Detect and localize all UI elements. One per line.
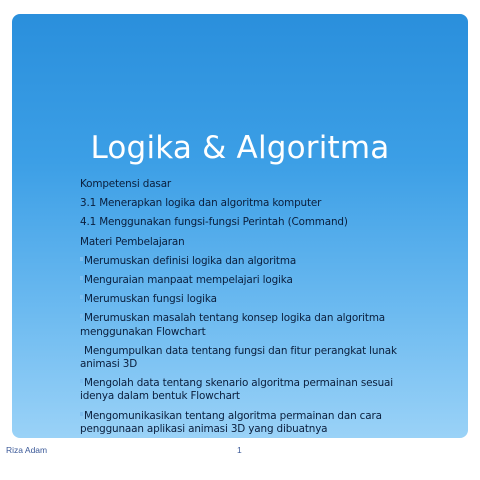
body-line-materi: Materi Pembelajaran — [80, 235, 185, 248]
list-item-text: Merumuskan definisi logika dan algoritma — [84, 254, 297, 267]
list-item-text: Mengolah data tentang skenario algoritma permainan sesuai idenya dalam bentuk Flowchart — [80, 377, 393, 403]
body-line-kd-3-1: 3.1 Menerapkan logika dan algoritma komputer — [80, 197, 322, 210]
square-bullet-icon — [80, 412, 83, 416]
list-item-text: Mengumpulkan data tentang fungsi dan fitur perangkat lunak animasi 3D — [80, 344, 397, 371]
slide — [12, 14, 468, 438]
list-item-text: Merumuskan masalah tentang konsep logika dan algoritma menggunakan Flowchart — [80, 312, 386, 338]
list-item-text: Mengomunikasikan tentang algoritma permainan dan cara penggunaan aplikasi animasi 3D yang dibuatnya — [80, 409, 382, 435]
body-line-kd-4-1: 4.1 Menggunakan fungsi-fungsi Perintah (Command) — [80, 216, 348, 229]
square-bullet-icon — [80, 295, 83, 299]
body-line-kompetensi: Kompetensi dasar — [80, 178, 172, 190]
square-bullet-icon — [80, 276, 83, 280]
square-bullet-icon — [80, 379, 83, 383]
list-item — [80, 410, 420, 436]
list-item — [80, 377, 420, 403]
footer-author: Riza Adam — [6, 445, 48, 455]
list-item — [80, 345, 420, 371]
list-item — [80, 255, 420, 268]
square-bullet-icon — [80, 314, 83, 318]
footer-page-number: 1 — [237, 445, 242, 455]
list-item-text: Merumuskan fungsi logika — [84, 293, 217, 306]
slide-title: Logika & Algoritma — [90, 130, 390, 166]
list-item — [80, 312, 420, 338]
square-bullet-icon — [80, 257, 83, 261]
list-item — [80, 293, 420, 306]
slide-body — [80, 178, 420, 436]
square-bullet-icon — [80, 347, 83, 351]
list-item — [80, 274, 420, 287]
list-item-text: Menguraian manpaat mempelajari logika — [84, 274, 293, 287]
